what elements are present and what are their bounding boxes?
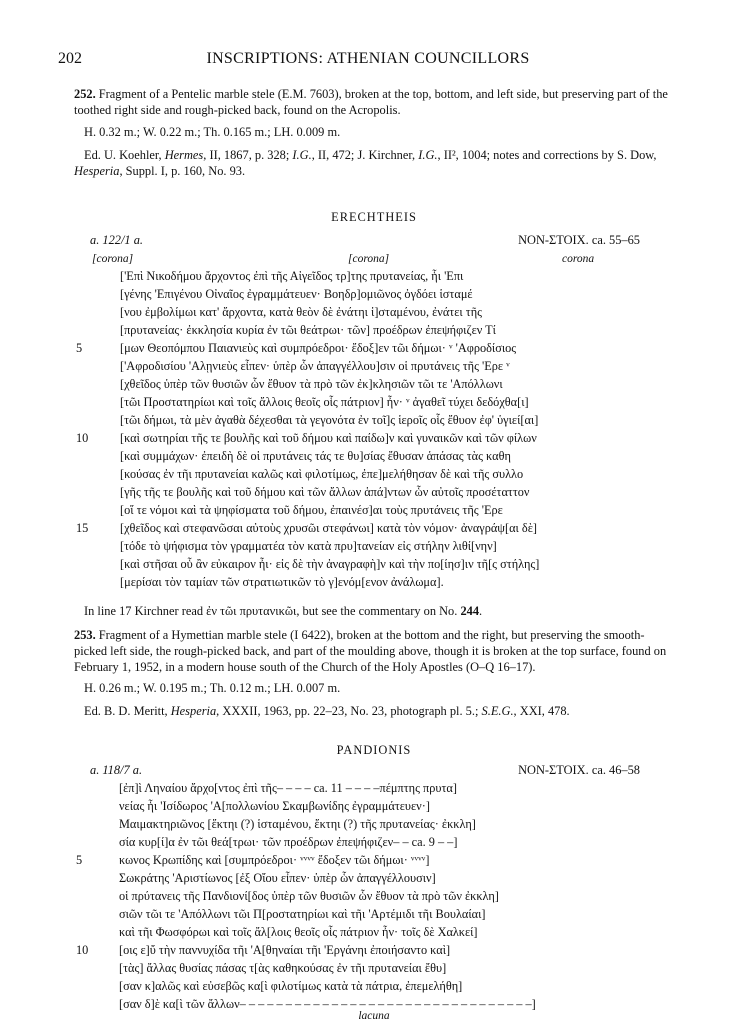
corona-label: [corona] <box>92 253 134 265</box>
inscription-line: [νου ἐμβολίμωι κατ' ἄρχοντα, κατὰ θεὸν δὲ ἐνάτηι ἱ]σταμένου, ἐνάτει τῆς <box>120 305 483 319</box>
entry-252-note: In line 17 Kirchner read ἐν τῶι πρυτανικῶι, but see the commentary on No. 244. <box>84 604 483 618</box>
section-title-erechtheis: ERECHTHEIS <box>331 210 417 224</box>
inscription-line: [καὶ συμμάχων· ἐπειδὴ δὲ οἱ πρυτάνεις τάς τε θυ]σίας ἔθυσαν ἁπάσας τὰς καθη <box>120 449 511 463</box>
inscription-line: [οἵ τε νόμοι καὶ τὰ ψηφίσματα τοῦ δήμου, ἐπαινέσ]αι τοὺς πρυτάνεις τῆς 'Ερε <box>120 503 503 517</box>
note-reference: 244 <box>460 604 480 618</box>
inscription-line: [τῶι δήμωι, τὰ μὲν ἀγαθὰ δέχεσθαι τὰ γεγονότα ἐν τοῖ]ς ἱεροῖς οἷς ἔθυον ἐφ' ὑγιεί[αι] <box>120 413 539 427</box>
corona-row <box>92 253 604 269</box>
entry-252-description: 252. Fragment of a Pentelic marble stele (E.M. 7603), broken at the top, bottom, and left side, but preserving part of the toothed right side and rough-picked back, found on the Acropolis. <box>74 87 668 117</box>
entry-253-stoich: NON-ΣΤΟΙΧ. ca. 46–58 <box>518 763 640 777</box>
inscription-line: ['Επὶ Νικοδήμου ἄρχοντος ἐπὶ τῆς Αἰγεῖδος τρ]της πρυτανείας, ἧι 'Επι <box>120 269 464 283</box>
entry-252-dimensions: H. 0.32 m.; W. 0.22 m.; Th. 0.165 m.; LH. 0.009 m. <box>84 125 341 139</box>
line-number: 10 <box>76 431 89 445</box>
inscription-line: [σαν κ]αλῶς καὶ εὐσεβῶς κα[ὶ φιλοτίμως κατὰ τὰ πάτρια, ἐπεμελήθη] <box>119 979 463 993</box>
lacuna-label: lacuna <box>358 1010 390 1022</box>
entry-253-dimensions: H. 0.26 m.; W. 0.195 m.; Th. 0.12 m.; LH. 0.007 m. <box>84 681 341 695</box>
inscription-line: καὶ τῆι Φωσφόρωι καὶ τοῖς ἄλ[λοις θεοῖς οἷς πάτριον ἦν· τοῖς δὲ Χαλκεί] <box>119 925 478 939</box>
inscription-line: [καὶ στῆσαι οὗ ἂν εὐκαιρον ἦι· εἰς δὲ τὴν ἀναγραφὴ]ν καὶ τὴν πο[ίησ]ιν τῆ[ς στήλης] <box>120 557 540 571</box>
inscription-line: [τῶι Προστατηρίωι καὶ τοῖς ἄλλοις θεοῖς οἷς πάτριον] ἦν· ᵛ ἀγαθεῖ τύχει δεδόχθα[ι] <box>120 395 529 409</box>
entry-253-date-row <box>90 763 640 779</box>
line-number: 5 <box>76 853 83 867</box>
page-number: 202 <box>58 50 82 67</box>
inscription-line: [γένης 'Επιγένου Οἰναῖος ἐγραμμάτευεν· Βοηδρ]ομιῶνος ὀγδόει ἱσταμέ <box>120 287 473 301</box>
entry-253-number: 253. <box>74 628 96 642</box>
inscription-line: [τόδε τὸ ψήφισμα τὸν γραμματέα τὸν κατὰ πρυ]τανείαν εἰς στήλην λιθί[νην] <box>120 539 497 553</box>
corona-label: [corona] <box>348 253 390 265</box>
entry-252-stoich: NON-ΣΤΟΙΧ. ca. 55–65 <box>518 233 640 247</box>
inscription-line: [σαν δ]ὲ κα[ὶ τῶν ἄλλων– – – – – – – – – – – – – – – – – – – – – – – – – – – – – – – –] <box>119 997 536 1011</box>
entry-253-editions: Ed. B. D. Meritt, Hesperia, XXXII, 1963, pp. 22–23, No. 23, photograph pl. 5.; S.E.G., XXI, 478. <box>84 704 570 718</box>
entry-252-editions: Ed. U. Koehler, Hermes, II, 1867, p. 328; I.G., II, 472; J. Kirchner, I.G., II², 1004; notes and corrections by S. Dow, Hesperia, Suppl. I, p. 160, No. 93. <box>74 148 657 178</box>
inscription-line: [μων Θεοπόμπου Παιανιεὺς καὶ συμπρόεδροι· ἔδοξ]εν τῶι δήμωι· ᵛ 'Αφροδίσιος <box>120 341 517 355</box>
inscription-line: [κούσας ἐν τῆι πρυτανείαι καλῶς καὶ φιλοτίμως, ἐπε]μελήθησαν δὲ καὶ τῆς συλλο <box>120 467 524 481</box>
entry-252-number: 252. <box>74 87 96 101</box>
inscription-line: [πρυτανείας· ἐκκλησία κυρία ἐν τῶι θεάτρωι· τῶν] προέδρων ἐπεψήφιζεν Τί <box>120 323 496 337</box>
inscription-line: [γῆς τῆς τε βουλῆς καὶ τοῦ δήμου καὶ τῶν ἄλλων ἁπά]ντων ὧν αὐτοῖς προσέταττον <box>120 485 530 499</box>
line-number: 5 <box>76 341 83 355</box>
inscription-line: [χθεῖδος καὶ στεφανῶσαι αὐτοὺς χρυσῶι στεφάνωι] κατὰ τὸν νόμον· ἀναγράψ[αι δὲ] <box>120 521 537 535</box>
inscription-line: οἱ πρύτανεις τῆς Πανδιονί[δος ὑπὲρ τῶν θυσιῶν ὧν ἔθυον τὰ πρὸ τῶν ἐκκλη] <box>119 889 499 903</box>
inscription-line: Μαιμακτηριῶνος [ἕκτηι (?) ἱσταμένου, ἕκτηι (?) τῆς πρυτανείας· ἐκκλη] <box>119 817 476 831</box>
line-number: 10 <box>76 943 89 957</box>
inscription-line: σιῶν τῶι τε 'Απόλλωνι τῶι Π[ροστατηρίωι καὶ τῆι 'Αρτέμιδι τῆι Βουλαίαι] <box>119 907 486 921</box>
inscription-line: [ἐπ]ὶ Ληναίου ἄρχο[ντος ἐπὶ τῆς– – – – ca. 11 – – – –πέμπτης πρυτα] <box>119 781 457 795</box>
entry-253-date: a. 118/7 a. <box>90 763 143 777</box>
inscription-line: [τὰς] ἄλλας θυσίας πάσας τ[ὰς καθηκούσας ἐν τῆι πρυτανείαι ἔθυ] <box>119 961 447 975</box>
page-header <box>58 50 678 72</box>
section-title-pandionis: PANDIONIS <box>336 743 412 757</box>
inscription-line: νείας ἧι 'Ισίδωρος 'Α[πολλωνίου Σκαμβωνίδης ἐγραμμάτευεν·] <box>119 799 430 813</box>
inscription-line: [χθεῖδος ὑπὲρ τῶν θυσιῶν ὧν ἔθυον τὰ πρὸ τῶν ἐκ]κλησιῶν τῶι τε 'Απόλλωνι <box>120 377 503 391</box>
corona-label: corona <box>562 253 595 265</box>
entry-252-date: a. 122/1 a. <box>90 233 144 247</box>
entry-252-date-row <box>90 233 640 249</box>
line-number: 15 <box>76 521 89 535</box>
inscription-line: [καὶ σωτηρίαι τῆς τε βουλῆς καὶ τοῦ δήμου καὶ παίδω]ν καὶ γυναικῶν καὶ τῶν φίλων <box>120 431 537 445</box>
inscription-line: ['Αφροδισίου 'Αλῃνιεὺς εἶπεν· ὑπὲρ ὧν ἀπαγγέλλου]σιν οἱ πρυτάνεις τῆς 'Ερε ᵛ <box>120 359 510 373</box>
inscription-line: σία κυρ[ί]α ἐν τῶι θεά[τρωι· τῶν προέδρων ἐπεψήφιζεν– – ca. 9 – –] <box>119 835 458 849</box>
entry-253-description: 253. Fragment of a Hymettian marble stele (I 6422), broken at the bottom and the right, but preserving the smooth-picked left side, the rough-picked back, and part of the moulding above, though it is broken at the top surface, found on February 1, 1952, in a modern house south of the Church of the Holy Apostles (O–Q 16–17). <box>74 628 667 674</box>
inscription-line: [μερίσαι τὸν ταμίαν τῶν στρατιωτικῶν τὸ γ]ενόμ[ενον ἀνάλωμα]. <box>120 575 444 589</box>
inscription-line: [οις ε]ὔ τὴν παννυχίδα τῆι 'Α[θηναίαι τῆι 'Εργάνηι ἐποιήσαντο καὶ] <box>119 943 451 957</box>
inscription-line: κωνος Κρωπίδης καὶ [συμπρόεδροι· ᵛᵛᵛᵛ ἔδοξεν τῶι δήμωι· ᵛᵛᵛᵛ] <box>119 853 430 867</box>
running-title: INSCRIPTIONS: ATHENIAN COUNCILLORS <box>206 50 530 67</box>
inscription-line: Σωκράτης 'Αριστίωνος [ἐξ Οἴου εἶπεν· ὑπὲρ ὧν ἀπαγγέλλουσιν] <box>119 871 436 885</box>
